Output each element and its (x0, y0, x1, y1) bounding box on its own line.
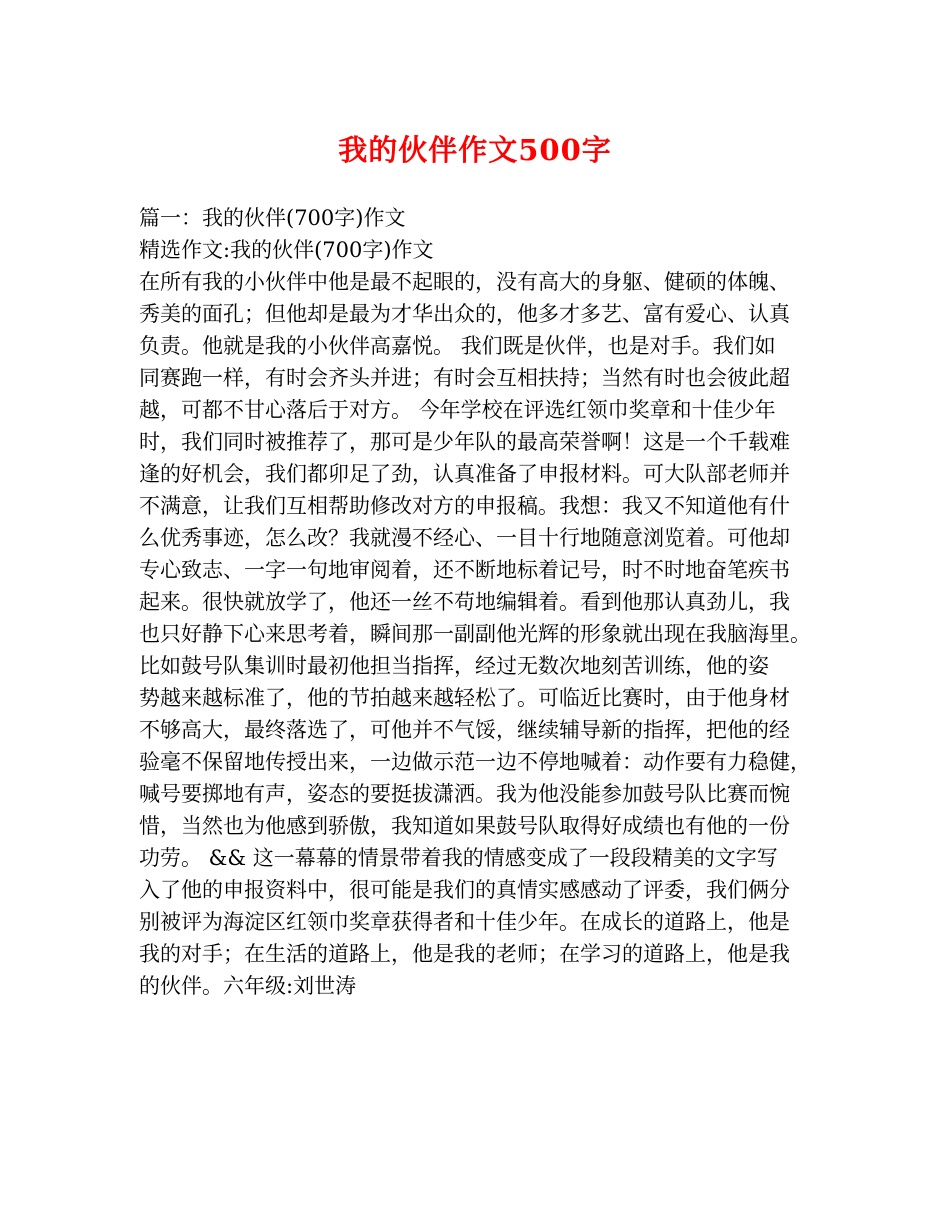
text-line: 验毫不保留地传授出来，一边做示范一边不停地喊着：动作要有力稳健， (139, 750, 811, 774)
text-line: 越，可都不甘心落后于对方。 今年学校在评选红领巾奖章和十佳少年 (139, 398, 776, 422)
document-title: 我的伙伴作文500字 (338, 133, 612, 167)
text-line: 比如鼓号队集训时最初他担当指挥，经过无数次地刻苦训练，他的姿 (139, 654, 769, 678)
text-line: 入了他的申报资料中，很可能是我们的真情实感感动了评委，我们俩分 (139, 878, 790, 902)
text-line: 也只好静下心来思考着，瞬间那一副副他光辉的形象就出现在我脑海里。 (139, 622, 811, 646)
text-line: 别被评为海淀区红领巾奖章获得者和十佳少年。在成长的道路上，他是 (139, 910, 790, 934)
text-line: 不满意，让我们互相帮助修改对方的申报稿。我想：我又不知道他有什 (139, 494, 790, 518)
text-line: 功劳。 && 这一幕幕的情景带着我的情感变成了一段段精美的文字写 (139, 846, 778, 870)
text-line: 不够高大，最终落选了，可他并不气馁，继续辅导新的指挥，把他的经 (139, 718, 790, 742)
text-line: 秀美的面孔；但他却是最为才华出众的，他多才多艺、富有爱心、认真 (139, 302, 790, 326)
text-line: 负责。他就是我的小伙伴高嘉悦。 我们既是伙伴，也是对手。我们如 (139, 334, 776, 358)
text-line: 在所有我的小伙伴中他是最不起眼的，没有高大的身躯、健硕的体魄、 (139, 270, 790, 294)
text-line: 篇一：我的伙伴(700字)作文 (139, 206, 406, 230)
text-line: 起来。很快就放学了，他还一丝不苟地编辑着。看到他那认真劲儿，我 (139, 590, 790, 614)
text-line: 的伙伴。六年级:刘世涛 (139, 974, 357, 998)
text-line: 惜，当然也为他感到骄傲，我知道如果鼓号队取得好成绩也有他的一份 (139, 814, 790, 838)
text-line: 精选作文:我的伙伴(700字)作文 (139, 238, 434, 262)
text-line: 同赛跑一样，有时会齐头并进；有时会互相扶持；当然有时也会彼此超 (139, 366, 790, 390)
text-line: 时，我们同时被推荐了，那可是少年队的最高荣誉啊！这是一个千载难 (139, 430, 790, 454)
text-line: 喊号要掷地有声，姿态的要挺拔潇洒。我为他没能参加鼓号队比赛而惋 (139, 782, 790, 806)
text-line: 势越来越标准了，他的节拍越来越轻松了。可临近比赛时，由于他身材 (139, 686, 790, 710)
text-line: 么优秀事迹，怎么改？我就漫不经心、一目十行地随意浏览着。可他却 (139, 526, 790, 550)
text-line: 我的对手；在生活的道路上，他是我的老师；在学习的道路上，他是我 (139, 942, 790, 966)
text-line: 逢的好机会，我们都卯足了劲，认真准备了申报材料。可大队部老师并 (139, 462, 790, 486)
text-line: 专心致志、一字一句地审阅着，还不断地标着记号，时不时地奋笔疾书 (139, 558, 790, 582)
